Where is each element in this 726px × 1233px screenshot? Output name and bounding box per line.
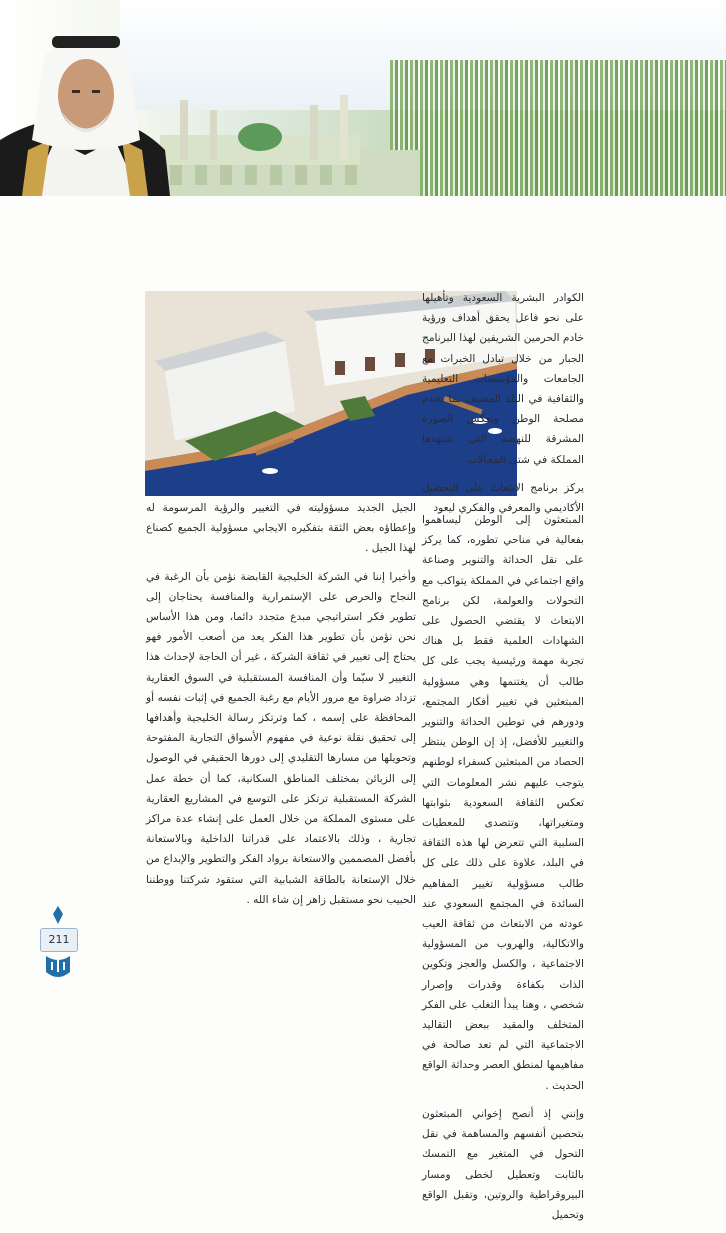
page-number: 211	[40, 928, 78, 952]
paragraph: يركز برنامج الابتعاث على التحصيل الأكاديمي والمعرفي والفكري ليعود	[422, 481, 584, 515]
right-column-main	[422, 510, 584, 1233]
banner-crowd-image	[390, 60, 726, 196]
paragraph: الكوادر البشرية السعودية وتأهيلها على نحو فاعل يحقق أهداف ورؤية خادم الحرمين الشريفين لهذا البرنامج الجبار من خلال تبادل الخبرات مع الجامعات والمؤسسات التعليمية والثقافية في البلد المضيف بما يخدم مصلحة الوطن ويعكس الصورة المشرقة للنهضة التي تشهدها المملكة في شتى المجالات .	[422, 292, 584, 466]
paragraph: المبتعثون إلى الوطن ليساهموا بفعالية في مناحي تطوره، كما يركز على نقل الحداثة والتنوير وصناعة واقع اجتماعي في المملكة يتواكب مع التحولات والعولمة، لكن برنامج الابتعاث لا يقتضي الحصول على الشهادات العلمية فقط بل هناك تجربة مهمة ورئيسية يجب على كل طالب أن يغتنمها وهي مسؤولية المبتعثين في تغيير أفكار المجتمع، ودورهم في توطين الحداثة والتنوير والتغيير للأفضل، إذ إن الوطن ينتظر الحصاد من المبتعثين كسفراء لوطنهم يتوجب عليهم نشر المعلومات التي تعكس الثقافة السعودية بثوابتها ومتغيراتها، وتتصدى للمعطيات السلبية التي تتعرض لها هذه الثقافة في البلد، علاوة على ذلك على كل طالب مسؤولية تغيير المفاهيم السائدة في المجتمع السعودي عند عودته من الابتعاث من ثقافة العيب والاتكالية، والهروب من المسؤولية الاجتماعية ، والكسل والعجز وتكوين الذات بكفاءة وقدرات وإصرار شخصي ، وهنا يبدأ التغلب على الفكر المتخلف والمقيد ببعض التقاليد الاجتماعية التي لم تعد صالحة في مفاهيمها لمنطق العصر وحداثة الواقع الحديث .	[422, 514, 584, 1092]
logo-icon	[44, 954, 72, 980]
king-portrait	[0, 20, 170, 196]
paragraph: وأخيرا إننا في الشركة الخليجية القابضة نؤمن بأن الرغبة في النجاح والحرص على الإستمرارية والمنافسة يحتاجان إلى تطوير فكر استراتيجي مبدع متجدد دائما، ومن هذا الأساس نحن نؤمن بأن تطوير هذا الفكر يعد من أصعب الأمور فهو يحتاج إلى تغيير في ثقافة الشركة ، غير أن الحاجة لإحداث هذا التغيير لا سيّما وأن المنافسة المستقبلية في السوق العقارية تزداد ضراوة مع مرور الأيام مع رغبة الجميع في إثبات نفسه أو المحافظة على إسمه ، كما وترتكز رسالة الخليجية وأهدافها إلى تحقيق نقلة نوعية في مفهوم الأسواق التجارية المفتوحة وتحويلها من مسارها التقليدي إلى دورها الحقيقي في الوصول إلى الزبائن بمختلف المناطق السكانية، كما أن خطة عمل الشركة المستقبلية ترتكز على التوسع في المشاريع العقارية على مستوى المملكة من خلال العمل على إنشاء عدة مراكز تجارية ، وذلك بالاعتماد على قدراتنا الداخلية وبالاستعانة بأفضل المصممين والاستعانة برواد الفكر والتطوير والإبداع من خلال الإستعانة بالطاقة الشبابية التي ستقود شركتنا ووطننا الحبيب نحو مستقبل زاهر إن شاء الله .	[146, 570, 416, 906]
paragraph: الجيل الجديد مسؤوليته في التغيير والرؤية المرسومة له وإعطاؤه بعض الثقة بتفكيره الايجابي مسؤولية الجميع كصناع لهذا الجيل .	[146, 502, 416, 555]
mosque-illustration	[140, 95, 420, 196]
ornament-icon	[52, 906, 64, 924]
header-banner	[0, 0, 726, 196]
paragraph: وإنني إذ أنصح إخواني المبتعثون بتحصين أنفسهم والمساهمة في نقل التحول في المتغير مع التمسك بالثابت وتعطيل لخطى ومسار البيروقراطية والروتين، وتقبل الواقع وتحميل	[422, 1107, 584, 1221]
right-column-top	[422, 288, 584, 526]
left-column	[146, 498, 416, 918]
